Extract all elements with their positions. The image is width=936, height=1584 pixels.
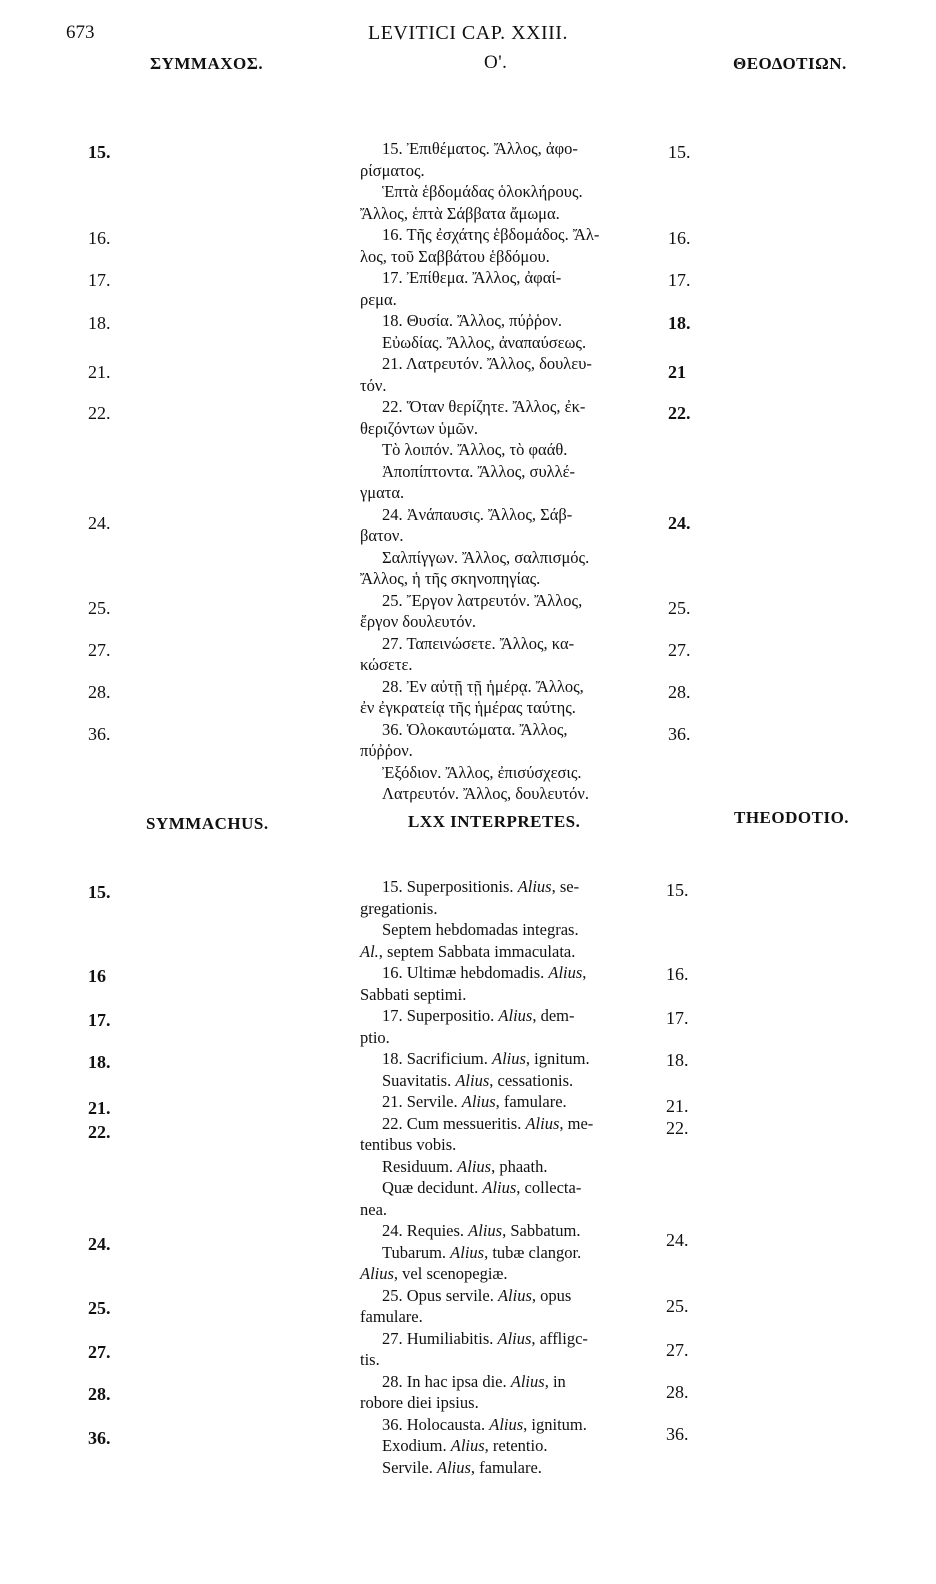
text-line: Residuum. Alius, phaath. <box>382 1156 548 1176</box>
verse-number: 15. <box>666 880 689 900</box>
column-heading-symmachus-latin: SYMMACHUS. <box>146 814 269 833</box>
text-line: λος, τοῦ Σαββάτου ἑβδόμου. <box>360 246 550 266</box>
verse-number: 24. <box>666 1230 689 1250</box>
verse-number: 25. <box>668 598 691 618</box>
text-line: ἔργον δουλευτόν. <box>360 612 477 631</box>
verse-number: 36. <box>666 1424 689 1444</box>
verse-number: 17. <box>666 1008 689 1028</box>
page-number: 673 <box>66 22 95 43</box>
running-title: LEVITICI CAP. XXIII. <box>368 22 568 44</box>
column-heading-theodotion-latin: THEODOTIO. <box>734 808 850 827</box>
verse-number: 21. <box>88 1098 111 1118</box>
text-line: Ἄλλος, ἑπτὰ Σάββατα ἄμωμα. <box>360 203 560 223</box>
verse-number: 25. <box>88 598 111 618</box>
text-line: τόν. <box>360 375 387 395</box>
text-line: 28. In hac ipsa die. Alius, in <box>382 1371 566 1391</box>
text-line: nea. <box>360 1199 388 1219</box>
text-line: Ἀποπίπτοντα. Ἄλλος, συλλέ- <box>382 461 576 481</box>
latin-text-block <box>360 876 640 1478</box>
column-heading-lxx-greek: Ο'. <box>484 52 508 73</box>
verse-number: 22. <box>668 403 691 423</box>
verse-number: 28. <box>666 1382 689 1402</box>
text-line: πύῤῥον. <box>360 741 413 760</box>
text-line: Ἐξόδιον. Ἄλλος, ἐπισύσχεσις. <box>382 762 582 782</box>
text-line: 25. Opus servile. Alius, opus <box>382 1285 572 1305</box>
text-line: robore diei ipsius. <box>360 1393 479 1412</box>
text-line: θεριζόντων ὑμῶν. <box>360 418 478 438</box>
text-line: Εὐωδίας. Ἄλλος, ἀναπαύσεως. <box>382 332 587 352</box>
verse-number: 17. <box>668 270 691 290</box>
verse-number: 36. <box>668 724 691 744</box>
text-line: 15. Superpositionis. Alius, se- <box>382 877 580 896</box>
verse-number: 22. <box>88 1122 111 1142</box>
text-line: Suavitatis. Alius, cessationis. <box>382 1070 574 1090</box>
text-line: 22. Ὅταν θερίζητε. Ἄλλος, ἐκ- <box>382 397 586 416</box>
text-line: 21. Λατρευτόν. Ἄλλος, δουλευ- <box>382 354 592 373</box>
verse-number: 27. <box>88 1342 111 1362</box>
text-line: Λατρευτόν. Ἄλλος, δουλευτόν. <box>382 784 590 803</box>
greek-text-block <box>360 138 640 805</box>
text-line: 16. Ultimæ hebdomadis. Alius, <box>382 963 587 982</box>
text-line: 36. Holocausta. Alius, ignitum. <box>382 1414 587 1434</box>
text-line: Servile. Alius, famulare. <box>382 1457 542 1477</box>
verse-number: 17. <box>88 270 111 290</box>
verse-number: 15. <box>88 882 111 902</box>
verse-number: 21 <box>668 362 686 382</box>
text-line: 24. Ἀνάπαυσις. Ἄλλος, Σάβ- <box>382 504 573 524</box>
text-line: Quæ decidunt. Alius, collecta- <box>382 1178 582 1197</box>
verse-number: 18. <box>668 313 691 333</box>
text-line: Al., septem Sabbata immaculata. <box>360 941 576 961</box>
text-line: 27. Humiliabitis. Alius, affligc- <box>382 1328 588 1348</box>
verse-number: 27. <box>88 640 111 660</box>
verse-number: 28. <box>88 1384 111 1404</box>
verse-number: 36. <box>88 724 111 744</box>
text-line: 15. Ἐπιθέματος. Ἄλλος, ἀφο- <box>382 139 578 158</box>
verse-number: 18. <box>88 1052 111 1072</box>
verse-number: 15. <box>668 142 691 162</box>
verse-number: 24. <box>88 513 111 533</box>
text-line: Tubarum. Alius, tubæ clangor. <box>382 1242 582 1262</box>
verse-number: 28. <box>88 682 111 702</box>
text-line: 18. Sacrificium. Alius, ignitum. <box>382 1049 590 1068</box>
verse-number: 27. <box>668 640 691 660</box>
verse-number: 21. <box>666 1096 689 1116</box>
verse-number: 25. <box>666 1296 689 1316</box>
column-heading-lxx-latin: LXX INTERPRETES. <box>408 812 581 831</box>
text-line: Alius, vel scenopegiæ. <box>360 1264 508 1283</box>
text-line: ρεμα. <box>360 289 397 309</box>
verse-number: 27. <box>666 1340 689 1360</box>
verse-number: 16. <box>88 228 111 248</box>
verse-number: 16 <box>88 966 106 986</box>
text-line: Septem hebdomadas integras. <box>382 920 579 939</box>
text-line: famulare. <box>360 1307 423 1326</box>
text-line: 17. Ἐπίθεμα. Ἄλλος, ἀφαί- <box>382 268 562 287</box>
verse-number: 21. <box>88 362 111 382</box>
text-line: ptio. <box>360 1027 390 1047</box>
verse-number: 22. <box>88 403 111 423</box>
verse-number: 28. <box>668 682 691 702</box>
text-line: 21. Servile. Alius, famulare. <box>382 1092 567 1111</box>
verse-number: 24. <box>88 1234 111 1254</box>
text-line: 28. Ἐν αὐτῇ τῇ ἡμέρᾳ. Ἄλλος, <box>382 676 584 696</box>
column-heading-symmachus-greek: ΣΥΜΜΑΧΟΣ. <box>150 54 264 73</box>
verse-number: 16. <box>666 964 689 984</box>
text-line: Ἄλλος, ἡ τῆς σκηνοπηγίας. <box>360 569 541 588</box>
text-line: ἐν ἐγκρατείᾳ τῆς ἡμέρας ταύτης. <box>360 698 576 717</box>
verse-number: 16. <box>668 228 691 248</box>
text-line: 27. Ταπεινώσετε. Ἄλλος, κα- <box>382 633 575 653</box>
text-line: tis. <box>360 1350 380 1369</box>
text-line: βατον. <box>360 526 404 545</box>
verse-number: 15. <box>88 142 111 162</box>
text-line: Ἑπτὰ ἑβδομάδας ὁλοκλήρους. <box>382 182 583 201</box>
verse-number: 36. <box>88 1428 111 1448</box>
text-line: gregationis. <box>360 898 438 918</box>
text-line: 16. Τῆς ἐσχάτης ἑβδομάδος. Ἄλ- <box>382 225 600 244</box>
text-line: 18. Θυσία. Ἄλλος, πύῤῥον. <box>382 311 562 330</box>
verse-number: 18. <box>88 313 111 333</box>
text-line: 36. Ὁλοκαυτώματα. Ἄλλος, <box>382 719 568 739</box>
text-line: 24. Requies. Alius, Sabbatum. <box>382 1221 581 1240</box>
verse-number: 17. <box>88 1010 111 1030</box>
verse-number: 24. <box>668 513 691 533</box>
column-heading-theodotion-greek: ΘΕΟΔΟΤΙΩΝ. <box>733 54 847 73</box>
text-line: γματα. <box>360 483 405 502</box>
text-line: ρίσματος. <box>360 160 425 180</box>
text-line: 25. Ἔργον λατρευτόν. Ἄλλος, <box>382 590 583 610</box>
text-line: Exodium. Alius, retentio. <box>382 1436 548 1455</box>
text-line: Sabbati septimi. <box>360 984 467 1004</box>
text-line: Τὸ λοιπόν. Ἄλλος, τὸ φαάθ. <box>382 440 568 459</box>
text-line: tentibus vobis. <box>360 1135 457 1154</box>
text-line: Σαλπίγγων. Ἄλλος, σαλπισμός. <box>382 547 590 567</box>
verse-number: 22. <box>666 1118 689 1138</box>
text-line: 17. Superpositio. Alius, dem- <box>382 1006 575 1025</box>
verse-number: 25. <box>88 1298 111 1318</box>
text-line: κώσετε. <box>360 655 413 674</box>
text-line: 22. Cum messueritis. Alius, me- <box>382 1113 594 1133</box>
verse-number: 18. <box>666 1050 689 1070</box>
